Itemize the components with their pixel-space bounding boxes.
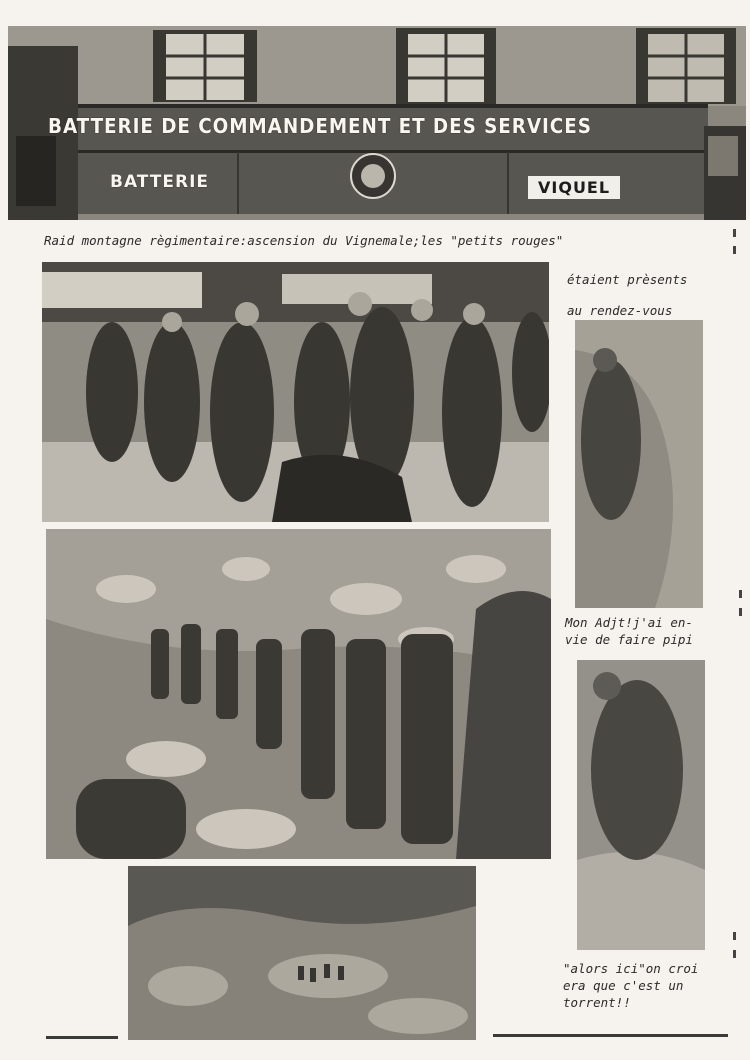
staple-mark xyxy=(739,608,742,616)
staple-mark xyxy=(733,246,736,254)
staple-mark xyxy=(733,229,736,237)
side-photo-climber xyxy=(575,320,703,608)
bottom-rule-right xyxy=(493,1034,728,1037)
bottom-rule-left xyxy=(46,1036,118,1039)
caption-adjudant: Mon Adjt!j'ai en- vie de faire pipi xyxy=(565,615,693,647)
mountain-column-photo xyxy=(46,529,551,859)
caption-main-line1: Raid montagne règimentaire:ascension du Vignemale;les "petits rouges" xyxy=(44,233,564,248)
caption-torrent: "alors ici"on croi era que c'est un torrent!! xyxy=(563,961,699,1010)
valley-photo xyxy=(128,866,476,1040)
caption-main-line2: étaient prèsents au rendez-vous xyxy=(567,272,688,318)
sign-main-text: BATTERIE DE COMMANDEMENT ET DES SERVICES xyxy=(48,114,592,138)
sign-batterie-text: BATTERIE xyxy=(110,172,210,192)
sign-name-plate: VIQUEL xyxy=(528,176,620,199)
staple-mark xyxy=(739,590,742,598)
staple-mark xyxy=(733,932,736,940)
staple-mark xyxy=(733,950,736,958)
soldiers-group-photo xyxy=(42,262,549,522)
side-photo-soldier xyxy=(577,660,705,950)
banner-photo xyxy=(8,26,746,220)
